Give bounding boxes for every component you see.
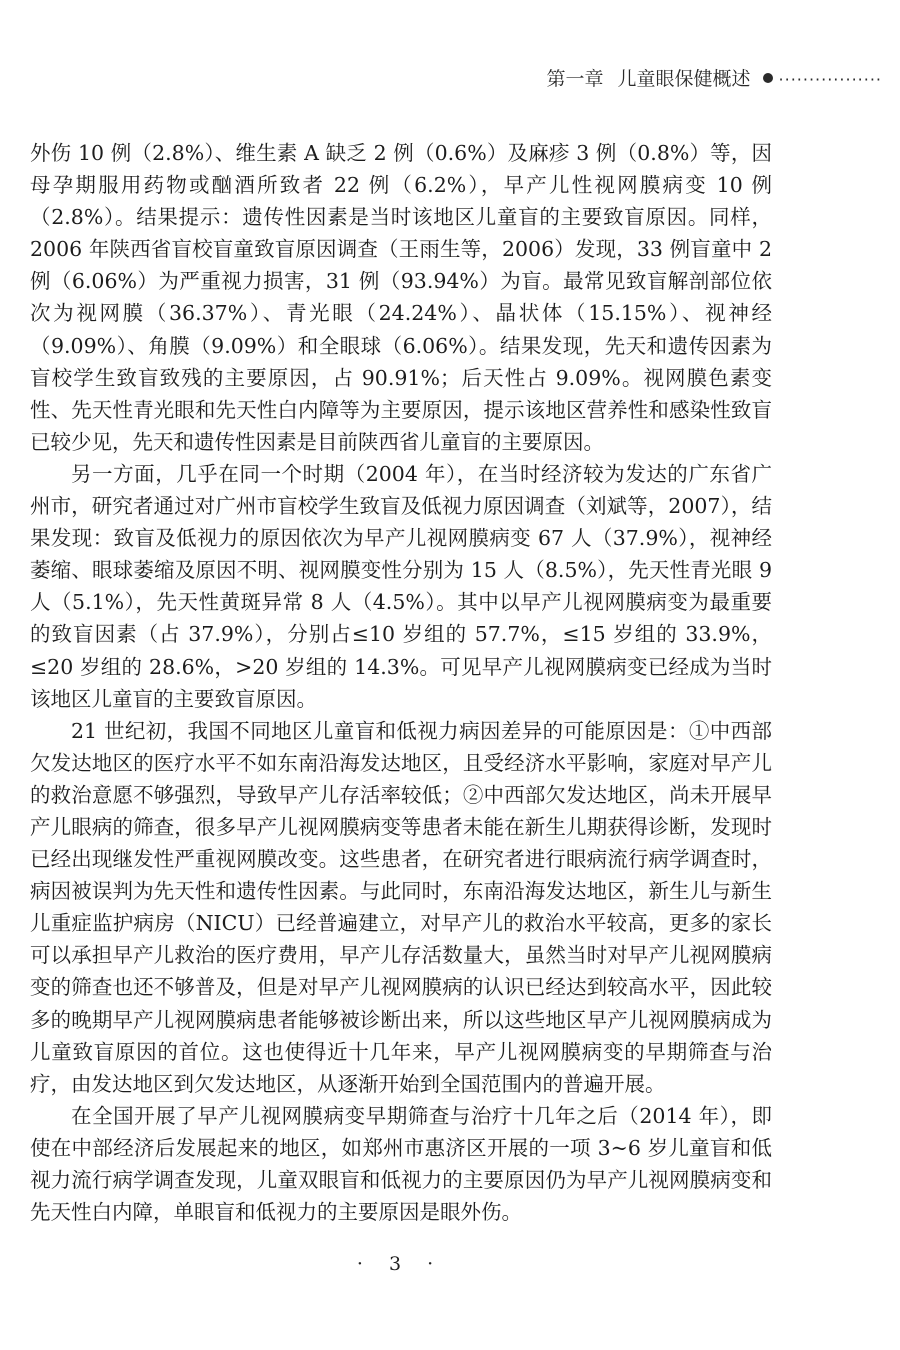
paragraph-continued: 外伤 10 例（2.8%）、维生素 A 缺乏 2 例（0.6%）及麻疹 3 例（0.8%）等，因母孕期服用药物或酗酒所致者 22 例（6.2%），早产儿性视网膜病变 10 例（2.8%）。结果提示：遗传性因素是当时该地区儿童盲的主要致盲原因。同样，2006 年陕西省盲校盲童致盲原因调查（王雨生等，2006）发现，33 例盲童中 2 例（6.06%）为严重视力损害，31 例（93.94%）为盲。最常见致盲解剖部位依次为视网膜（36.37%）、青光眼（24.24%）、晶状体（15.15%）、视神经（9.09%）、角膜（9.09%）和全眼球（6.06%）。结果发现，先天和遗传因素为盲校学生致盲致残的主要原因，占 90.91%；后天性占 9.09%。视网膜色素变性、先天性青光眼和先天性白内障等为主要原因，提示该地区营养性和感染性致盲已较少见，先天和遗传性因素是目前陕西省儿童盲的主要原因。: [30, 141, 772, 454]
bullet-icon: [763, 73, 773, 83]
chapter-title: 儿童眼保健概述: [617, 68, 751, 90]
page-number: · 3 ·: [356, 1253, 444, 1275]
running-head: [547, 64, 883, 91]
body-text: [30, 137, 772, 1228]
dot-leader: ·················: [778, 70, 882, 89]
paragraph: 21 世纪初，我国不同地区儿童盲和低视力病因差异的可能原因是：①中西部欠发达地区的医疗水平不如东南沿海发达地区，且受经济水平影响，家庭对早产儿的救治意愿不够强烈，导致早产儿存活率较低；②中西部欠发达地区，尚未开展早产儿眼病的筛查，很多早产儿视网膜病变等患者未能在新生儿期获得诊断，发现时已经出现继发性严重视网膜改变。这些患者，在研究者进行眼病流行病学调查时，病因被误判为先天性和遗传性因素。与此同时，东南沿海发达地区，新生儿与新生儿重症监护病房（NICU）已经普遍建立，对早产儿的救治水平较高，更多的家长可以承担早产儿救治的医疗费用，早产儿存活数量大，虽然当时对早产儿视网膜病变的筛查也还不够普及，但是对早产儿视网膜病的认识已经达到较高水平，因此较多的晚期早产儿视网膜病患者能够被诊断出来，所以这些地区早产儿视网膜病成为儿童致盲原因的首位。这也使得近十几年来，早产儿视网膜病变的早期筛查与治疗，由发达地区到欠发达地区，从逐渐开始到全国范围内的普遍开展。: [30, 718, 772, 1096]
paragraph: 在全国开展了早产儿视网膜病变早期筛查与治疗十几年之后（2014 年），即使在中部经济后发展起来的地区，如郑州市惠济区开展的一项 3~6 岁儿童盲和低视力流行病学调查发现，儿童双眼盲和低视力的主要原因仍为早产儿视网膜病变和先天性白内障，单眼盲和低视力的主要原因是眼外伤。: [30, 1103, 772, 1225]
paragraph: 另一方面，几乎在同一个时期（2004 年），在当时经济较为发达的广东省广州市，研究者通过对广州市盲校学生致盲及低视力原因调查（刘斌等，2007），结果发现：致盲及低视力的原因依次为早产儿视网膜病变 67 人（37.9%），视神经萎缩、眼球萎缩及原因不明、视网膜变性分别为 15 人（8.5%），先天性青光眼 9 人（5.1%），先天性黄斑异常 8 人（4.5%）。其中以早产儿视网膜病变为最重要的致盲因素（占 37.9%），分别占≤10 岁组的 57.7%，≤15 岁组的 33.9%，≤20 岁组的 28.6%，>20 岁组的 14.3%。可见早产儿视网膜病变已经成为当时该地区儿童盲的主要致盲原因。: [30, 461, 772, 711]
chapter-number: 第一章: [546, 68, 604, 90]
